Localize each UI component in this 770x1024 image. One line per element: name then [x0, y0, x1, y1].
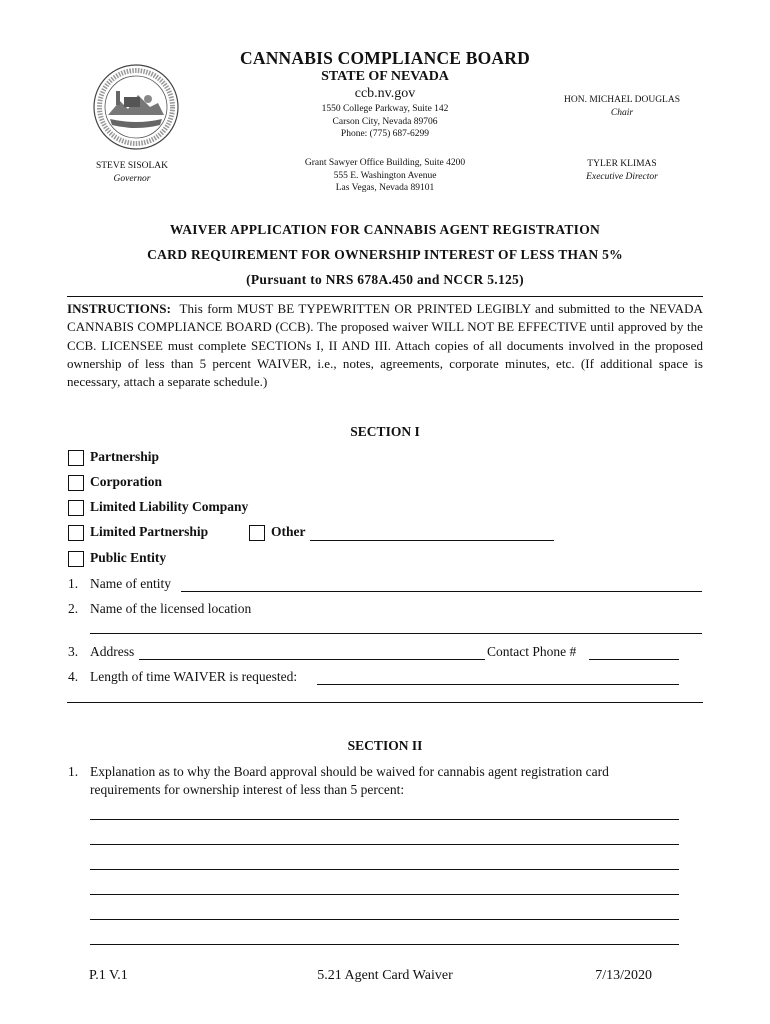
corporation-checkbox[interactable] [68, 475, 84, 491]
divider [67, 702, 703, 703]
governor-name: STEVE SISOLAK [95, 161, 169, 171]
footer-page-version: P.1 V.1 [89, 968, 128, 983]
entity-name-label: Name of entity [90, 576, 171, 591]
address-input-line[interactable] [139, 659, 485, 660]
explanation-input-line[interactable] [90, 894, 679, 895]
state-name: STATE OF NEVADA [321, 69, 449, 84]
instructions-label: INSTRUCTIONS: [67, 301, 171, 316]
waiver-length-label: Length of time WAIVER is requested: [90, 669, 298, 684]
waiver-length-input-line[interactable] [317, 684, 679, 685]
explanation-question-line-1: Explanation as to why the Board approval should be waived for cannabis agent registration card [90, 764, 609, 779]
address-line: 1550 College Parkway, Suite 142 [321, 104, 449, 114]
governor-role: Governor [113, 173, 151, 184]
director-name: TYLER KLIMAS [587, 159, 657, 169]
director-role: Executive Director [586, 171, 658, 182]
address-line: Phone: (775) 687-6299 [340, 129, 430, 139]
limited-partnership-checkbox[interactable] [68, 525, 84, 541]
instructions-paragraph [67, 300, 703, 391]
limited-partnership-label: Limited Partnership [90, 524, 209, 539]
other-input-line[interactable] [310, 540, 554, 541]
licensed-location-input-line[interactable] [90, 633, 702, 634]
form-title-line-1: WAIVER APPLICATION FOR CANNABIS AGENT REGISTRATION [169, 222, 601, 237]
entity-name-input-line[interactable] [181, 591, 702, 592]
explanation-input-line[interactable] [90, 919, 679, 920]
explanation-input-line[interactable] [90, 844, 679, 845]
explanation-input-line[interactable] [90, 944, 679, 945]
form-title-citation: (Pursuant to NRS 678A.450 and NCCR 5.125) [246, 272, 524, 287]
licensed-location-label: Name of the licensed location [90, 601, 252, 616]
explanation-question-line-2: requirements for ownership interest of less than 5 percent: [90, 782, 405, 797]
form-title-line-2: CARD REQUIREMENT FOR OWNERSHIP INTEREST OF LESS THAN 5% [147, 247, 623, 262]
footer-form-name: 5.21 Agent Card Waiver [317, 968, 453, 983]
explanation-input-line[interactable] [90, 819, 679, 820]
footer-date: 7/13/2020 [595, 968, 652, 983]
field-number: 1. [68, 576, 79, 591]
partnership-checkbox[interactable] [68, 450, 84, 466]
address-label: Address [90, 644, 135, 659]
website-link[interactable]: ccb.nv.gov [354, 86, 416, 101]
contact-phone-input-line[interactable] [589, 659, 679, 660]
field-number: 1. [68, 764, 79, 779]
section-1-heading: SECTION I [350, 424, 420, 439]
address-line: Las Vegas, Nevada 89101 [335, 183, 435, 193]
public-entity-checkbox[interactable] [68, 551, 84, 567]
explanation-input-line[interactable] [90, 869, 679, 870]
contact-phone-label: Contact Phone # [487, 644, 577, 659]
llc-label: Limited Liability Company [90, 499, 249, 514]
public-entity-label: Public Entity [90, 550, 167, 565]
field-number: 4. [68, 669, 79, 684]
agency-name: CANNABIS COMPLIANCE BOARD [240, 48, 530, 68]
chair-name: HON. MICHAEL DOUGLAS [563, 95, 681, 105]
chair-block [552, 94, 692, 119]
llc-checkbox[interactable] [68, 500, 84, 516]
instructions-text: This form MUST BE TYPEWRITTEN OR PRINTED LEGIBLY and submitted to the NEVADA CANNABIS COMPLIANCE BOARD (CCB). The proposed waiver WILL NOT BE EFFECTIVE until approved by the CCB. LICENSEE must complete SECTIONs I, II AND III. Attach copies of all documents involved in the proposed ownership of less than 5 percent WAIVER, i.e., notes, agreements, corporate minutes, etc. (If additional space is necessary, attach a separate schedule.) [67, 301, 703, 390]
governor-block [62, 160, 202, 185]
other-checkbox[interactable] [249, 525, 265, 541]
other-label: Other [271, 524, 306, 539]
partnership-label: Partnership [90, 449, 159, 464]
field-number: 3. [68, 644, 79, 659]
chair-role: Chair [610, 107, 634, 118]
address-line: Grant Sawyer Office Building, Suite 4200 [304, 158, 466, 168]
address-line: Carson City, Nevada 89706 [332, 116, 438, 127]
corporation-label: Corporation [90, 474, 162, 489]
address-line: 555 E. Washington Avenue [333, 170, 437, 181]
director-block [552, 158, 692, 183]
divider [67, 296, 703, 297]
field-number: 2. [68, 601, 79, 616]
section-2-heading: SECTION II [347, 738, 423, 753]
